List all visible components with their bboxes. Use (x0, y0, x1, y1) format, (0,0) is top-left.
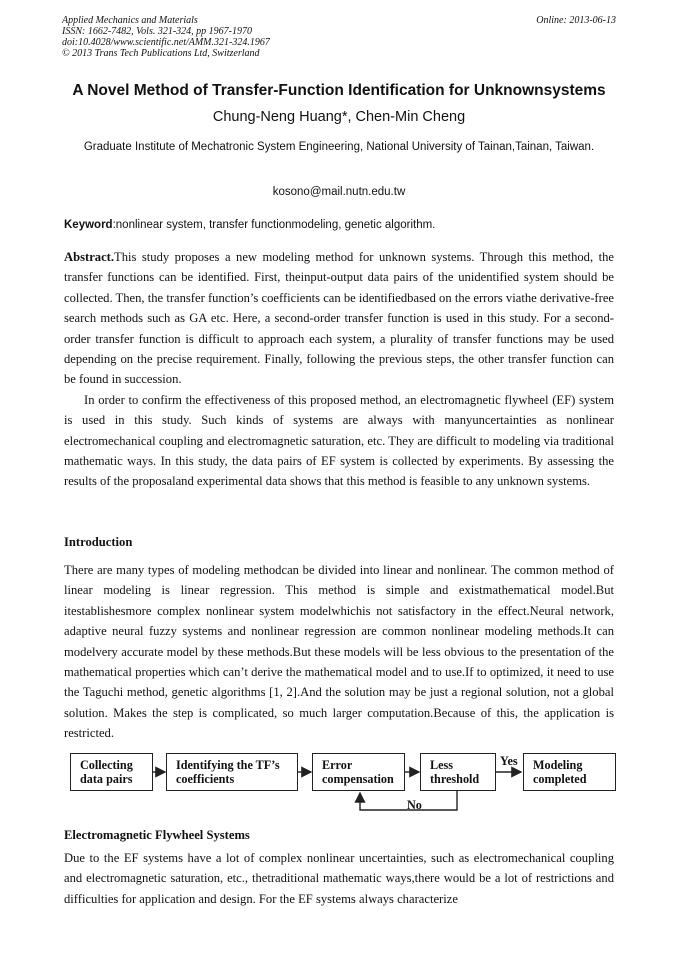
keywords (64, 219, 624, 231)
flow-box-error-line1: Error (322, 758, 353, 772)
introduction-paragraph: There are many types of modeling methodcan be divided into linear and nonlinear. The common method of linear modeling is linear regression. This method is simple and existmathematical model.But itestablishesmore complex nonlinear system modelwhichis not satisfactory in the effect.Neural network, adaptive neural fuzzy systems and nonlinear regression are common nonlinear modeling methods.It can modelvery accurate model by these methods.But these models will be less obvious to the presentation of the mathematical properties which can’t derive the mathematical model and to use.If to optimized, it need to use the Taguchi method, genetic algorithms [1, 2].And the solution may be just a regional solution, not a global solution. Makes the step is complicated, so much larger computation.Because of this, the application is restricted. (64, 563, 614, 741)
flow-box-identifying-line1: Identifying the TF’s (176, 758, 280, 772)
abstract (64, 247, 614, 492)
paper-authors: Chung-Neng Huang*, Chen-Min Cheng (212, 109, 466, 125)
journal-name: Applied Mechanics and Materials (62, 15, 198, 26)
flow-box-collecting-line2: data pairs (80, 772, 133, 786)
flow-box-modeling-line2: completed (533, 772, 587, 786)
flow-box-identifying (166, 753, 298, 791)
flow-box-threshold-line1: Less (430, 758, 454, 772)
doi: doi:10.4028/www.scientific.net/AMM.321-324.1967 (62, 37, 270, 48)
flow-no-label: No (407, 798, 422, 812)
flow-box-modeling-line1: Modeling (533, 758, 583, 772)
ef-text (64, 848, 614, 909)
flow-box-threshold-line2: threshold (430, 772, 480, 786)
paper-title: A Novel Method of Transfer-Function Identification for Unknownsystems (72, 82, 606, 99)
affiliation: Graduate Institute of Mechatronic System Engineering, National University of Tainan,Tainan, Taiwan. (83, 141, 595, 153)
abstract-p1: This study proposes a new modeling method for unknown systems. Through this method, the transfer functions can be identified. First, theinput-output data pairs of the unidentified system should be collected. Then, the transfer function’s coefficients can be identifiedbased on the errors viathe derivative-free search methods such as GA etc. Here, a second-order transfer function is used in this study. For a second-order transfer function is difficult to approach each system, a plurality of transfer functions may be used depending on the precise requirement. Finally, following the previous steps, the other transfer function can be found in succession. (64, 250, 614, 387)
abstract-label: Abstract. (64, 250, 115, 264)
author-email[interactable]: kosono@mail.nutn.edu.tw (272, 186, 406, 198)
flow-box-identifying-line2: coefficients (176, 772, 235, 786)
flow-box-threshold (420, 753, 496, 791)
ef-heading: Electromagnetic Flywheel Systems (64, 828, 250, 842)
abstract-p2: In order to confirm the effectiveness of this proposed method, an electromagnetic flywheel (EF) system is used in this study. Such kinds of systems are always with manyuncertainties as nonlinear electromechanical coupling and electromagnetic saturation, etc. They are difficult to modeling via traditional mathematic ways. In this study, the data pairs of EF system is collected by experiments. By assessing the results of the proposaland experimental data shows that this method is feasible to any unknown systems. (64, 392, 614, 489)
online-date: Online: 2013-06-13 (536, 15, 616, 26)
introduction-text (64, 560, 614, 744)
flow-box-error (312, 753, 405, 791)
issn: ISSN: 1662-7482, Vols. 321-324, pp 1967-1970 (62, 26, 252, 37)
keyword-label: Keyword (64, 219, 113, 231)
copyright: © 2013 Trans Tech Publications Ltd, Switzerland (62, 48, 260, 59)
introduction-heading: Introduction (64, 535, 133, 549)
flow-box-error-line2: compensation (322, 772, 394, 786)
flow-box-modeling (523, 753, 616, 791)
flow-box-collecting (70, 753, 153, 791)
keyword-text: :nonlinear system, transfer functionmodeling, genetic algorithm. (112, 219, 436, 231)
flowchart (60, 748, 620, 818)
flow-box-collecting-line1: Collecting (80, 758, 133, 772)
ef-paragraph: Due to the EF systems have a lot of complex nonlinear uncertainties, such as electromechanical coupling and electromagnetic saturation, etc., thetraditional mathematic ways,there would be a lot of restrictions and difficulties for application and design. For the EF systems always characterize (64, 851, 614, 906)
journal-header (62, 15, 616, 59)
flow-yes-label: Yes (500, 754, 518, 768)
